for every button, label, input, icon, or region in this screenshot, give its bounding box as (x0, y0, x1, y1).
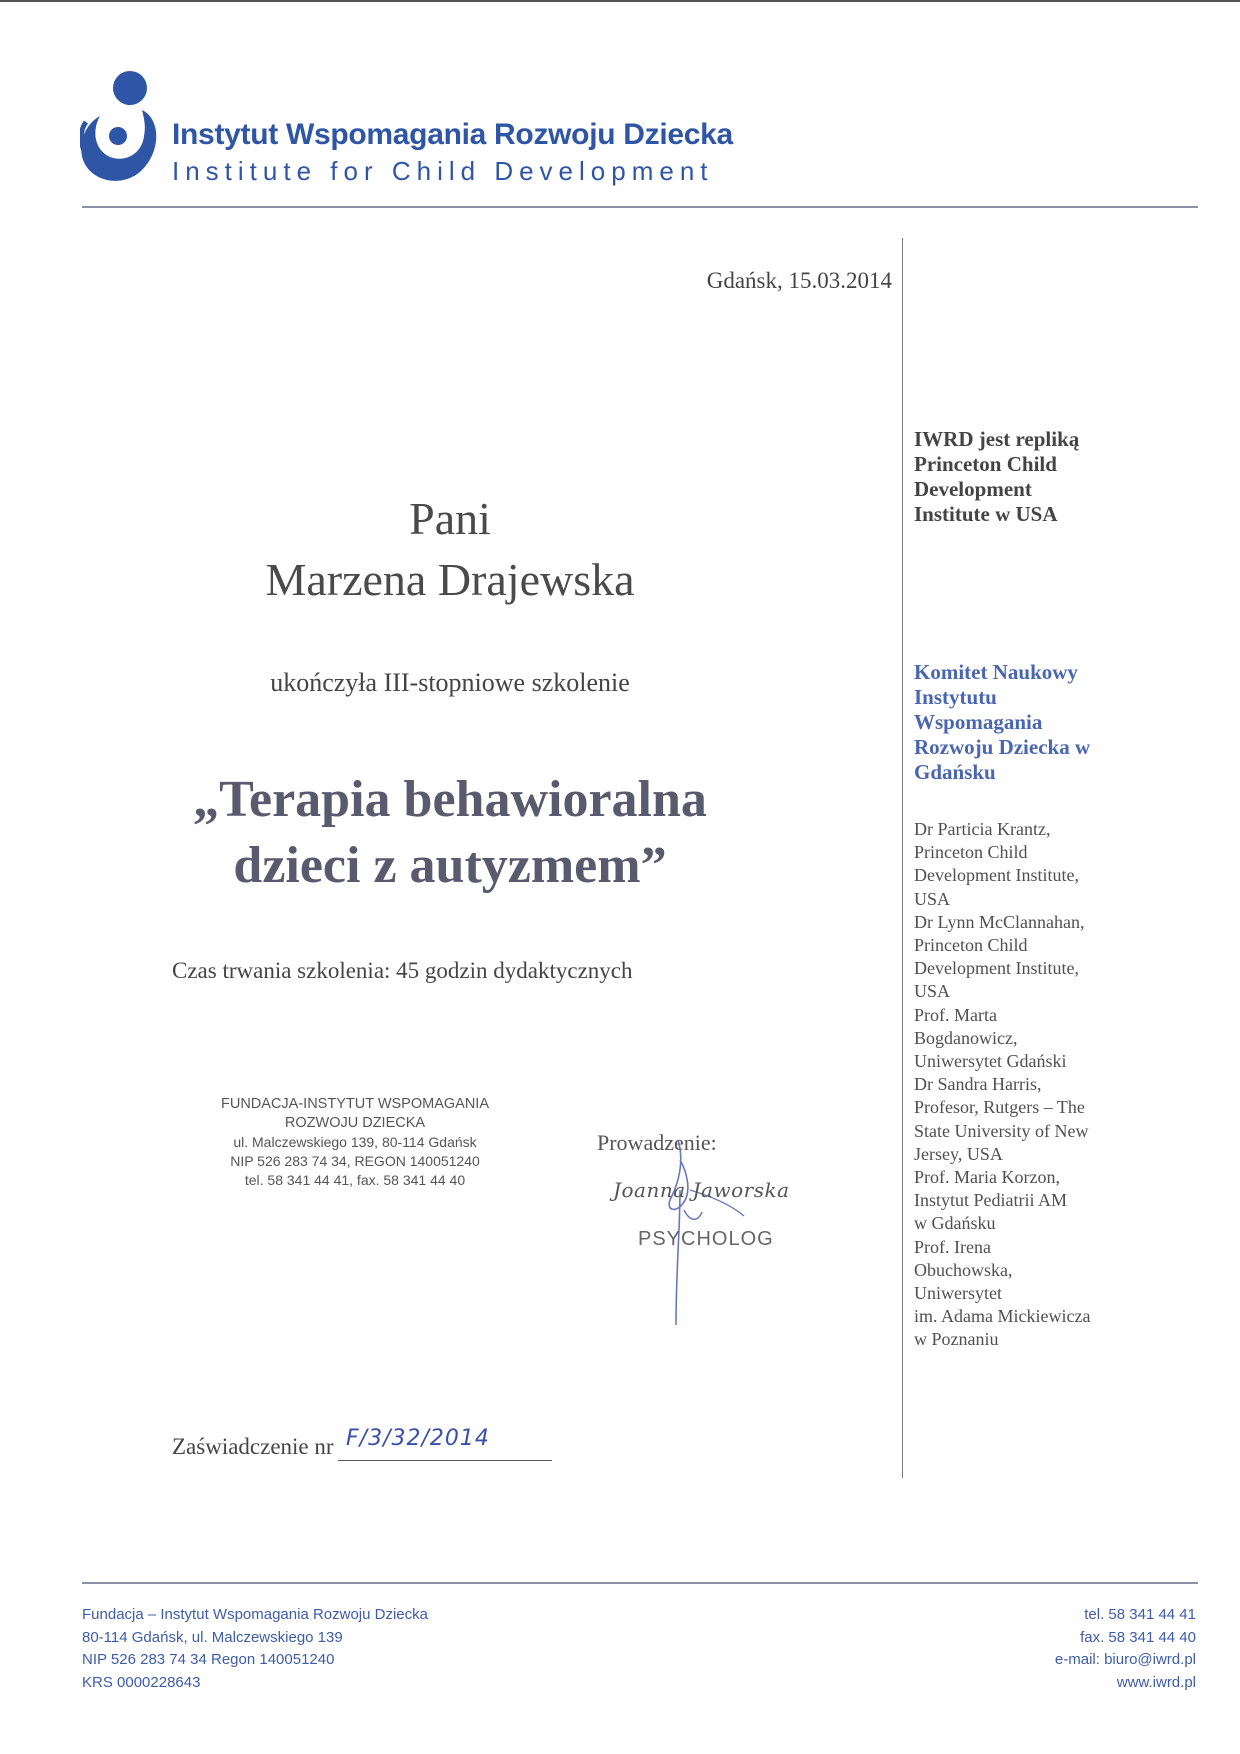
committee-member-line: Princeton Child (914, 842, 1028, 863)
committee-member-line: Prof. Irena (914, 1236, 991, 1257)
sidebar-replica-note (914, 427, 1154, 527)
committee-heading-line: Gdańsku (914, 760, 996, 784)
foundation-stamp (205, 1095, 505, 1190)
footer-contact-line: fax. 58 341 44 40 (1080, 1628, 1196, 1646)
committee-member-line: Prof. Maria Korzon, (914, 1167, 1060, 1188)
committee-member-line: Instytut Pediatrii AM (914, 1190, 1067, 1211)
committee-heading-line: Komitet Naukowy (914, 660, 1078, 684)
committee-member-line: Jersey, USA (914, 1143, 1003, 1164)
replica-line: Institute w USA (914, 502, 1058, 526)
committee-member-line: Uniwersytet Gdański (914, 1051, 1067, 1072)
footer-address-line: Fundacja – Instytut Wspomagania Rozwoju Dziecka (82, 1606, 428, 1623)
footer-contact-line: tel. 58 341 44 41 (1084, 1606, 1196, 1623)
committee-member-line: Uniwersytet (914, 1283, 1002, 1304)
lead-role-stamp: PSYCHOLOG (638, 1228, 774, 1250)
committee-heading-line: Wspomagania (914, 710, 1043, 734)
lead-name-stamp: Joanna Jaworska (613, 1178, 790, 1202)
footer-contact (900, 1604, 1196, 1694)
course-duration: Czas trwania szkolenia: 45 godzin dydaktycznych (172, 958, 633, 983)
institute-logo-icon (80, 70, 162, 188)
committee-member-line: Dr Lynn McClannahan, (914, 911, 1085, 932)
stamp-line: NIP 526 283 74 34, REGON 140051240 (230, 1153, 480, 1169)
footer-contact-line: e-mail: biuro@iwrd.pl (1054, 1651, 1196, 1668)
sidebar-committee-members (914, 818, 1154, 1352)
replica-line: Development (914, 477, 1032, 501)
course-title-line-1: „Terapia behawioralna (193, 771, 707, 828)
committee-member-line: State University of New (914, 1120, 1089, 1141)
committee-member-line: Dr Particia Krantz, (914, 819, 1051, 839)
top-edge-line (0, 0, 1240, 2)
footer-address-line: 80-114 Gdańsk, ul. Malczewskiego 139 (82, 1628, 343, 1646)
header-divider (82, 206, 1198, 208)
committee-member-line: Obuchowska, (914, 1259, 1013, 1280)
committee-member-line: Development Institute, (914, 865, 1079, 886)
committee-member-line: im. Adama Mickiewicza (914, 1306, 1091, 1327)
committee-member-line: Development Institute, (914, 958, 1079, 979)
org-name-polish: Instytut Wspomagania Rozwoju Dziecka (172, 118, 733, 151)
certificate-label: Zaświadczenie nr (172, 1434, 334, 1459)
committee-member-line: Dr Sandra Harris, (914, 1074, 1042, 1095)
committee-member-line: USA (914, 981, 951, 1002)
certificate-number: F/3/32/2014 (346, 1426, 490, 1451)
sidebar-divider (902, 238, 903, 1478)
footer-address-line: NIP 526 283 74 34 Regon 140051240 (82, 1651, 335, 1668)
committee-member-line: Profesor, Rutgers – The (914, 1097, 1085, 1118)
stamp-line: tel. 58 341 44 41, fax. 58 341 44 40 (244, 1172, 466, 1188)
committee-member-line: USA (914, 888, 951, 909)
committee-member-line: w Poznaniu (914, 1329, 999, 1350)
footer-contact-line: www.iwrd.pl (1116, 1673, 1196, 1691)
stamp-line: FUNDACJA-INSTYTUT WSPOMAGANIA (221, 1096, 489, 1112)
stamp-line: ROZWOJU DZIECKA (284, 1115, 426, 1131)
sidebar-committee-heading (914, 660, 1154, 785)
committee-member-line: Prof. Marta (914, 1004, 997, 1025)
replica-line: Princeton Child (914, 452, 1057, 476)
replica-line: IWRD jest repliką (914, 427, 1080, 451)
completion-statement: ukończyła III-stopniowe szkolenie (270, 668, 630, 697)
committee-member-line: w Gdańsku (914, 1213, 996, 1234)
committee-member-line: Princeton Child (914, 935, 1028, 956)
certificate-number-line (338, 1460, 552, 1461)
org-name-english: Institute for Child Development (172, 156, 714, 186)
recipient-salutation: Pani (409, 493, 491, 544)
recipient-name: Marzena Drajewska (265, 554, 635, 605)
committee-member-line: Bogdanowicz, (914, 1027, 1018, 1048)
footer-address (82, 1604, 428, 1694)
footer-address-line: KRS 0000228643 (82, 1673, 201, 1691)
course-title-line-2: dzieci z autyzmem” (233, 837, 667, 894)
document-date: Gdańsk, 15.03.2014 (706, 268, 892, 293)
committee-heading-line: Instytutu (914, 685, 997, 709)
committee-heading-line: Rozwoju Dziecka w (914, 735, 1091, 759)
footer-divider (82, 1582, 1198, 1584)
lead-label: Prowadzenie: (597, 1130, 717, 1155)
stamp-line: ul. Malczewskiego 139, 80-114 Gdańsk (233, 1134, 477, 1150)
